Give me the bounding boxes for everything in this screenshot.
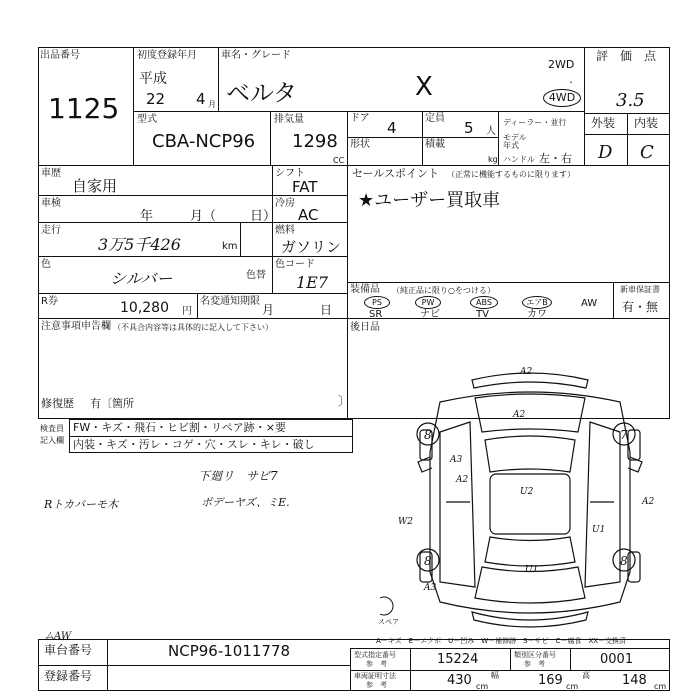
svg-text:U1: U1 [592, 525, 606, 535]
equip-leather: カワ [527, 309, 547, 320]
reg-year: 22 [146, 90, 166, 108]
size-length: 430 [447, 673, 472, 688]
interior-label: 内装 [634, 116, 659, 130]
exterior-label: 外装 [591, 116, 616, 130]
equip-ps: PS [364, 296, 390, 309]
repair-label: 修復歴 [41, 397, 74, 410]
svg-text:W2: W2 [398, 517, 413, 527]
equip-abs: ABS [470, 296, 498, 309]
shift: FAT [292, 178, 318, 196]
car-damage-diagram [380, 362, 680, 632]
svg-text:A2: A2 [642, 497, 655, 507]
damage-legend: A－キズ E－エクボ U－凹み W－補修跡 S－サビ C－腐食 XX－交換済 [376, 637, 627, 645]
yen-unit: 円 [182, 306, 192, 317]
hand-note-3: Rトカバーモ木 [44, 498, 118, 511]
color-label: 色 [41, 259, 51, 270]
size-label: 車両証明寸法 [354, 672, 396, 680]
history-label: 車歴 [41, 168, 61, 179]
color-change-label: 色替 [246, 270, 266, 281]
name-grade-label: 車名・グレード [221, 50, 291, 61]
month-unit: 月 [208, 100, 216, 109]
svg-text:8: 8 [424, 554, 432, 568]
mileage: 3万5千426 [98, 235, 181, 254]
km-unit: km [222, 241, 238, 252]
svg-text:7: 7 [620, 428, 628, 442]
lot-number: 1125 [48, 92, 120, 125]
model-year-label: モデル [503, 133, 527, 142]
svg-text:A2: A2 [513, 410, 526, 420]
recycle-amount: 10,280 [120, 300, 169, 316]
sales-label: セールスポイント [352, 167, 440, 180]
equip-sr: SR [369, 309, 383, 320]
back-date-label: 後日品 [350, 322, 380, 333]
door-label: ドア [350, 113, 370, 124]
sales-text: ★ユーザー買取車 [358, 190, 501, 211]
mileage-label: 走行 [41, 225, 61, 236]
class-label: 類別区分番号 [514, 651, 556, 659]
hand-note-2: ボデーヤズ、ミE. [201, 496, 290, 509]
displacement-label: 排気量 [274, 114, 304, 125]
fuel: ガソリン [281, 238, 342, 256]
model: CBA-NCP96 [152, 131, 256, 152]
svg-text:A2: A2 [456, 475, 469, 485]
reg-label: 登録番号 [44, 669, 93, 683]
svg-text:A2: A2 [520, 367, 533, 377]
drive-2wd: 2WD [548, 58, 575, 71]
displacement: 1298 [292, 131, 338, 152]
capacity-unit: 人 [486, 126, 496, 137]
load-label: 積載 [425, 139, 445, 150]
lot-label: 出品番号 [40, 50, 80, 61]
notes-sub: （不具合内容等は具体的に記入して下さい） [113, 323, 273, 332]
sales-note: （正常に機能するものに限ります） [447, 170, 575, 179]
height-label: 高 [582, 671, 590, 680]
shape-label: 形状 [350, 139, 370, 150]
size-height: 148 [622, 673, 647, 688]
score-label: 評 価 点 [596, 49, 657, 63]
kg-unit: kg [488, 155, 498, 164]
spare-label: スペア [378, 618, 399, 626]
inspector-row1: FW・キズ・飛石・ヒビ割・リペア跡・×要 [73, 421, 286, 434]
model-label: 型式 [137, 114, 157, 125]
ac: AC [298, 206, 319, 224]
equip-navi: ナビ [420, 309, 440, 320]
fuel-label: 燃料 [275, 225, 295, 236]
inspector-row2: 内装・キズ・汚レ・コゲ・穴・スレ・キレ・破し [73, 438, 315, 451]
doors: 4 [387, 119, 397, 137]
inspector-label: 検査員 [40, 424, 64, 433]
equip-pw: PW [415, 296, 441, 309]
repair-value: 有〔箇所 [90, 397, 134, 410]
color-code: 1E7 [296, 273, 329, 292]
svg-text:U2: U2 [520, 487, 534, 497]
hand-note-1: 下廻リ サビ7 [198, 469, 278, 483]
cc-unit: CC [333, 156, 345, 165]
car-name: ベルタ [226, 79, 298, 107]
history: 自家用 [72, 177, 118, 195]
size-width: 169 [538, 673, 563, 688]
first-reg-label: 初度登録年月 [137, 50, 197, 61]
reg-month: 4 [196, 90, 206, 108]
warranty-book: 有・無 [622, 300, 659, 314]
inspection-label: 車検 [41, 198, 61, 209]
chassis-label: 車台番号 [44, 643, 93, 657]
equip-aw: AW [581, 298, 598, 309]
handle-label: ハンドル [503, 155, 535, 164]
svg-text:A3: A3 [450, 455, 463, 465]
handle-value: 左・右 [539, 152, 572, 165]
equipment-note: （純正品に限り○をつける） [392, 286, 495, 295]
svg-text:8: 8 [620, 554, 628, 568]
hand-note-4: ムAW [44, 631, 72, 642]
score: 3.5 [616, 90, 645, 111]
capacity-label: 定員 [425, 113, 445, 124]
type-cert: 15224 [437, 652, 479, 667]
era: 平成 [139, 71, 167, 87]
color: シルバー [110, 269, 173, 288]
dealer-label: ディーラー・並行 [503, 118, 567, 127]
svg-text:U1: U1 [525, 565, 539, 575]
class-number: 0001 [600, 652, 634, 667]
notes-label: 注意事項申告欄 [41, 321, 111, 332]
equip-airbag: エアB [522, 296, 552, 309]
equip-tv: TV [476, 309, 489, 320]
color-code-label: 色コード [275, 259, 315, 270]
ac-label: 冷房 [275, 198, 295, 209]
svg-text:8: 8 [424, 428, 432, 442]
shift-label: シフト [275, 168, 305, 179]
warranty-book-label: 新車保証書 [620, 285, 660, 294]
width-label: 幅 [491, 671, 499, 680]
equipment-label: 装備品 [350, 284, 380, 295]
svg-text:A3: A3 [424, 583, 437, 593]
type-cert-label: 型式指定番号 [354, 651, 396, 659]
warranty-label: 名変通知期限 [200, 296, 260, 307]
recycle-label: R券 [41, 296, 58, 307]
interior-grade: C [640, 142, 654, 163]
car-grade: X [415, 72, 433, 102]
exterior-grade: D [598, 142, 613, 163]
capacity: 5 [464, 119, 474, 137]
drive-4wd: 4WD [543, 89, 581, 107]
chassis-number: NCP96-1011778 [168, 642, 291, 660]
